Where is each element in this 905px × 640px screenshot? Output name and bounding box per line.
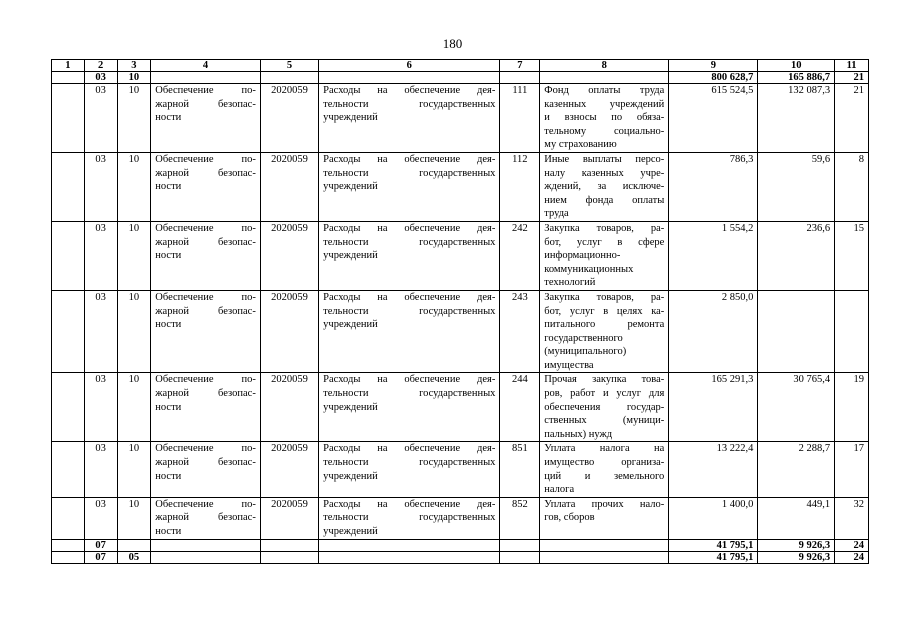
approved-amount: 165 291,3 [669,373,758,442]
expense-type-name-line: пальных) нужд [544,428,613,440]
expense-type-name-line: гов, сборов [544,512,595,524]
cell-col4 [151,551,261,563]
section-code: 03 [84,373,117,442]
target-article-name-line: Расходы на обеспечение дея- [323,85,496,96]
table-row [52,290,869,373]
total-percent: 24 [835,551,869,563]
subsection-name-line: Обеспечение по- [155,291,256,303]
expense-type-name-line: тельному социально- [544,125,665,137]
subsection-name [151,497,261,539]
column-header-2: 2 [84,60,117,72]
expense-type-code: 243 [500,290,540,373]
subsection-name-line: ности [155,112,182,124]
section-code: 07 [84,551,117,563]
expense-type-name-line: Прочая закупка това- [544,374,665,386]
subsection-name-line: жарной безопас- [155,512,256,524]
total-percent: 21 [835,72,869,84]
expense-type-name-line: имущества [544,359,594,371]
expense-type-name [540,442,669,497]
expense-type-name-line: коммуникационных [544,263,634,275]
subsection-name-line: Обеспечение по- [155,374,256,386]
subsection-name-line: ности [155,250,182,262]
cell-col4 [151,539,261,551]
cell-col7 [500,551,540,563]
expense-type-name-line: имущество организа- [544,457,665,469]
target-article-name-line: Расходы на обеспечение дея- [323,291,496,303]
column-header-7: 7 [500,60,540,72]
target-article-name [319,221,500,290]
subsection-code: 10 [117,373,151,442]
subsection-name [151,373,261,442]
table-row [52,152,869,221]
expense-type-name-line: Уплата налога на [544,443,665,455]
expense-type-name [540,290,669,373]
expense-type-name-line: (муниципального) [544,346,627,358]
subsection-name [151,442,261,497]
cell-col8 [540,551,669,563]
subsection-code [117,539,151,551]
expense-type-name-line: и взносы по обяза- [544,112,665,124]
target-article-code: 2020059 [260,373,318,442]
execution-percent: 19 [835,373,869,442]
target-article-name-line: учреждений [323,250,378,262]
target-article-code: 2020059 [260,152,318,221]
expense-type-name-line: питального ремонта [544,319,665,331]
execution-percent [835,290,869,373]
target-article-name-line: учреждений [323,319,378,331]
expense-type-name-line: ров, работ и услуг для [544,388,665,400]
expense-type-code: 851 [500,442,540,497]
total-approved: 800 628,7 [669,72,758,84]
column-header-10: 10 [758,60,835,72]
column-header-6: 6 [319,60,500,72]
section-code: 03 [84,221,117,290]
budget-table [51,59,869,564]
target-article-name [319,442,500,497]
cell-col5 [260,539,318,551]
expense-type-name-line: Фонд оплаты труда [544,85,665,96]
total-executed: 9 926,3 [758,551,835,563]
executed-amount: 2 288,7 [758,442,835,497]
target-article-name-line: тельности государственных [323,305,496,317]
target-article-name-line: тельности государственных [323,512,496,524]
executed-amount: 132 087,3 [758,84,835,153]
subsection-name-line: жарной безопас- [155,388,256,400]
column-header-8: 8 [540,60,669,72]
target-article-code: 2020059 [260,497,318,539]
subsection-name [151,84,261,153]
approved-amount: 615 524,5 [669,84,758,153]
target-article-name-line: учреждений [323,181,378,193]
executed-amount: 59,6 [758,152,835,221]
target-article-name-line: Расходы на обеспечение дея- [323,443,496,455]
section-code: 03 [84,442,117,497]
subsection-name-line: Обеспечение по- [155,85,256,96]
expense-type-name-line: нием фонда оплаты [544,194,665,206]
subsection-code: 10 [117,84,151,153]
expense-type-name-line: ций и земельного [544,470,665,482]
subsection-name [151,290,261,373]
subsection-name-line: жарной безопас- [155,305,256,317]
column-header-9: 9 [669,60,758,72]
cell-col5 [260,72,318,84]
total-row-section [52,551,869,563]
expense-type-name-line: информационно- [544,250,621,262]
cell-col6 [319,539,500,551]
expense-type-code: 242 [500,221,540,290]
total-approved: 41 795,1 [669,551,758,563]
expense-type-code: 112 [500,152,540,221]
cell-col1 [52,221,85,290]
approved-amount: 786,3 [669,152,758,221]
subsection-name-line: ности [155,526,182,537]
cell-col8 [540,539,669,551]
total-row-section [52,72,869,84]
executed-amount [758,290,835,373]
cell-col1 [52,442,85,497]
section-code: 03 [84,72,117,84]
subsection-name-line: жарной безопас- [155,236,256,248]
expense-type-name-line: Закупка товаров, ра- [544,222,665,234]
expense-type-name-line: му страхованию [544,139,617,151]
expense-type-name-line: налога [544,484,575,496]
target-article-name-line: тельности государственных [323,236,496,248]
subsection-code: 10 [117,221,151,290]
execution-percent: 17 [835,442,869,497]
subsection-code: 05 [117,551,151,563]
expense-type-name-line: бот, услуг в целях ка- [544,305,665,317]
expense-type-name-line: ждений, за исключе- [544,181,665,193]
table-row [52,373,869,442]
expense-type-name-line: Уплата прочих нало- [544,498,665,510]
target-article-code: 2020059 [260,442,318,497]
execution-percent: 21 [835,84,869,153]
target-article-name [319,497,500,539]
target-article-name-line: тельности государственных [323,98,496,110]
subsection-name-line: Обеспечение по- [155,498,256,510]
subsection-name-line: ности [155,319,182,331]
expense-type-code: 244 [500,373,540,442]
total-executed: 9 926,3 [758,539,835,551]
approved-amount: 1 400,0 [669,497,758,539]
target-article-name-line: учреждений [323,112,378,124]
cell-col6 [319,72,500,84]
total-percent: 24 [835,539,869,551]
subsection-name-line: Обеспечение по- [155,153,256,165]
target-article-name-line: Расходы на обеспечение дея- [323,374,496,386]
target-article-name-line: тельности государственных [323,167,496,179]
section-code: 03 [84,497,117,539]
target-article-name-line: Расходы на обеспечение дея- [323,153,496,165]
target-article-code: 2020059 [260,84,318,153]
approved-amount: 2 850,0 [669,290,758,373]
column-header-11: 11 [835,60,869,72]
executed-amount: 236,6 [758,221,835,290]
target-article-name [319,373,500,442]
cell-col1 [52,539,85,551]
column-header-1: 1 [52,60,85,72]
cell-col4 [151,72,261,84]
subsection-name-line: Обеспечение по- [155,222,256,234]
expense-type-name-line: обеспечения государ- [544,401,665,413]
target-article-name-line: тельности государственных [323,388,496,400]
subsection-name-line: жарной безопас- [155,457,256,469]
subsection-name-line: ности [155,470,182,482]
cell-col1 [52,373,85,442]
section-code: 03 [84,152,117,221]
expense-type-name-line: ственных (муници- [544,415,665,427]
subsection-name-line: Обеспечение по- [155,443,256,455]
cell-col7 [500,539,540,551]
target-article-name [319,152,500,221]
table-row [52,442,869,497]
expense-type-name [540,221,669,290]
table-row [52,84,869,153]
target-article-name [319,290,500,373]
expense-type-name-line: труда [544,208,569,220]
expense-type-name-line: Закупка товаров, ра- [544,291,665,303]
cell-col1 [52,72,85,84]
expense-type-name-line: налу казенных учре- [544,167,665,179]
cell-col7 [500,72,540,84]
target-article-name [319,84,500,153]
executed-amount: 449,1 [758,497,835,539]
total-executed: 165 886,7 [758,72,835,84]
subsection-name-line: ности [155,181,182,193]
cell-col5 [260,551,318,563]
section-code: 03 [84,84,117,153]
expense-type-code: 111 [500,84,540,153]
cell-col1 [52,84,85,153]
execution-percent: 15 [835,221,869,290]
total-approved: 41 795,1 [669,539,758,551]
expense-type-name-line: технологий [544,277,596,289]
expense-type-name-line: Иные выплаты персо- [544,153,665,165]
cell-col1 [52,551,85,563]
total-row-section [52,539,869,551]
target-article-code: 2020059 [260,221,318,290]
cell-col1 [52,152,85,221]
target-article-name-line: Расходы на обеспечение дея- [323,498,496,510]
column-header-3: 3 [117,60,151,72]
expense-type-name [540,84,669,153]
cell-col8 [540,72,669,84]
subsection-name [151,152,261,221]
column-header-5: 5 [260,60,318,72]
section-code: 07 [84,539,117,551]
target-article-name-line: учреждений [323,401,378,413]
expense-type-name-line: государственного [544,332,623,344]
table-header-row [52,60,869,72]
subsection-name-line: жарной безопас- [155,167,256,179]
target-article-name-line: учреждений [323,470,378,482]
subsection-name [151,221,261,290]
subsection-name-line: жарной безопас- [155,98,256,110]
target-article-code: 2020059 [260,290,318,373]
approved-amount: 1 554,2 [669,221,758,290]
expense-type-name-line: бот, услуг в сфере [544,236,665,248]
table-row [52,221,869,290]
target-article-name-line: Расходы на обеспечение дея- [323,222,496,234]
subsection-code: 10 [117,497,151,539]
target-article-name-line: учреждений [323,526,378,537]
table-row [52,497,869,539]
cell-col1 [52,290,85,373]
execution-percent: 8 [835,152,869,221]
executed-amount: 30 765,4 [758,373,835,442]
subsection-code: 10 [117,72,151,84]
cell-col1 [52,497,85,539]
execution-percent: 32 [835,497,869,539]
expense-type-code: 852 [500,497,540,539]
expense-type-name-line: казенных учреждений [544,98,665,110]
subsection-code: 10 [117,290,151,373]
cell-col6 [319,551,500,563]
expense-type-name [540,152,669,221]
subsection-code: 10 [117,442,151,497]
expense-type-name [540,497,669,539]
page-number: 180 [442,36,463,51]
target-article-name-line: тельности государственных [323,457,496,469]
column-header-4: 4 [151,60,261,72]
subsection-code: 10 [117,152,151,221]
subsection-name-line: ности [155,401,182,413]
approved-amount: 13 222,4 [669,442,758,497]
section-code: 03 [84,290,117,373]
expense-type-name [540,373,669,442]
